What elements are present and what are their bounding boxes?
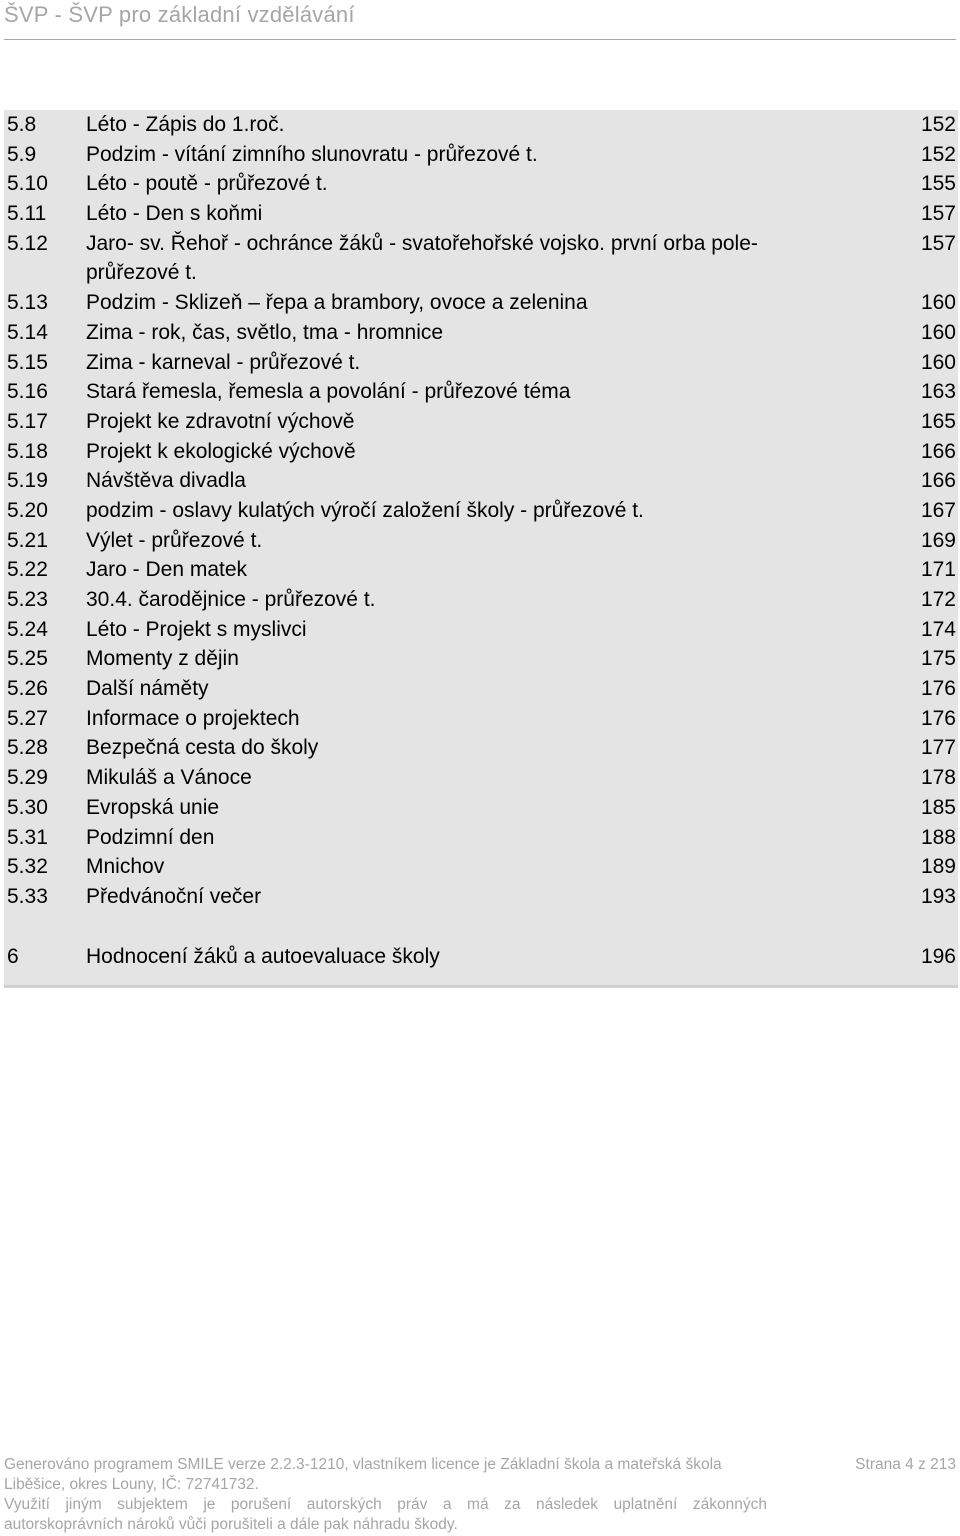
document-header-title: ŠVP - ŠVP pro základní vzdělávání <box>4 2 355 27</box>
toc-entry-page: 155 <box>920 172 956 196</box>
toc-entry-page: 189 <box>920 855 956 879</box>
page-footer <box>4 1455 958 1535</box>
toc-entry[interactable] <box>4 793 958 823</box>
toc-entry[interactable] <box>4 585 958 615</box>
toc-entry-page: 169 <box>920 528 956 552</box>
table-of-contents <box>4 110 958 988</box>
toc-entry-title: Další náměty <box>86 677 209 701</box>
toc-entry[interactable] <box>4 140 958 170</box>
toc-entry[interactable] <box>4 437 958 467</box>
toc-entry-title: Mnichov <box>86 855 165 879</box>
footer-word: uplatnění <box>613 1496 678 1513</box>
toc-entry-page: 152 <box>920 113 956 136</box>
toc-entry-title: 30.4. čarodějnice - průřezové t. <box>86 588 376 612</box>
toc-entry-title: Výlet - průřezové t. <box>86 528 263 552</box>
toc-entry[interactable] <box>4 615 958 645</box>
footer-generator-text: Generováno programem SMILE verze 2.2.3-1210, vlastníkem licence je Základní škola a mateřská škola <box>4 1456 722 1473</box>
toc-entry-number: 5.16 <box>7 380 48 404</box>
footer-line-1 <box>4 1455 958 1475</box>
toc-entry-number: 5.9 <box>7 142 37 166</box>
footer-line-3 <box>4 1495 767 1515</box>
toc-entry-title: Podzimní den <box>86 825 215 849</box>
toc-entry-title: Mikuláš a Vánoce <box>86 766 252 790</box>
toc-entry[interactable] <box>4 348 958 378</box>
toc-entry[interactable] <box>4 823 958 853</box>
toc-entry[interactable] <box>4 110 958 140</box>
toc-entry-title: Návštěva divadla <box>86 469 246 493</box>
toc-entry-page: 167 <box>920 498 956 522</box>
toc-entry-page: 163 <box>920 380 956 404</box>
footer-word: porušení <box>230 1496 292 1513</box>
toc-entry-title: Momenty z dějin <box>86 647 239 671</box>
header-divider <box>4 39 956 40</box>
toc-entry-title: Projekt k ekologické výchově <box>86 439 356 463</box>
footer-line-2: Liběšice, okres Louny, IČ: 72741732. <box>4 1476 259 1493</box>
footer-page-number: Strana 4 z 213 <box>855 1456 956 1473</box>
footer-word: Využití <box>4 1496 50 1513</box>
toc-entry-page: 176 <box>920 677 956 701</box>
toc-entry-number: 5.8 <box>7 113 37 136</box>
toc-entry[interactable] <box>4 288 958 318</box>
toc-entry-number: 5.30 <box>7 795 48 819</box>
toc-entry-title: Stará řemesla, řemesla a povolání - průřezové téma <box>86 380 571 404</box>
toc-section-title: Hodnocení žáků a autoevaluace školy <box>86 944 440 968</box>
toc-entry-title: Podzim - vítání zimního slunovratu - průřezové t. <box>86 142 538 166</box>
toc-entry[interactable] <box>4 555 958 585</box>
toc-entry-page: 177 <box>920 736 956 760</box>
toc-entry-number: 5.26 <box>7 677 48 701</box>
footer-word: má <box>467 1496 489 1513</box>
toc-entry-page: 160 <box>920 291 956 315</box>
toc-entry-title: Jaro- sv. Řehoř - ochránce žáků - svatořehořské vojsko. první orba pole- průřezové t. <box>86 231 758 285</box>
toc-entry-number: 5.17 <box>7 409 48 433</box>
toc-entry[interactable] <box>4 496 958 526</box>
toc-entry[interactable] <box>4 229 958 288</box>
toc-entry-number: 5.11 <box>7 202 47 226</box>
toc-entry[interactable] <box>4 169 958 199</box>
toc-entry-number: 5.21 <box>7 528 48 552</box>
toc-entry-page: 165 <box>920 409 956 433</box>
toc-entry-page: 188 <box>920 825 956 849</box>
toc-entry[interactable] <box>4 852 958 882</box>
toc-entry-page: 176 <box>920 706 956 730</box>
toc-entry-number: 5.27 <box>7 706 48 730</box>
toc-entry-title: Zima - rok, čas, světlo, tma - hromnice <box>86 320 444 344</box>
toc-entry-number: 5.32 <box>7 855 48 879</box>
toc-entry-number: 5.24 <box>7 617 48 641</box>
toc-entry-page: 171 <box>920 558 956 582</box>
footer-word: následek <box>536 1496 599 1513</box>
toc-entry-number: 5.25 <box>7 647 48 671</box>
toc-entry[interactable] <box>4 644 958 674</box>
toc-entry-title: Léto - Projekt s myslivci <box>86 617 307 641</box>
toc-entry[interactable] <box>4 763 958 793</box>
toc-entry[interactable] <box>4 407 958 437</box>
toc-entry-title: Informace o projektech <box>86 706 300 730</box>
toc-entry-page: 175 <box>920 647 956 671</box>
footer-word: za <box>504 1496 521 1513</box>
toc-entry-title: Evropská unie <box>86 795 220 819</box>
toc-entry-number: 5.29 <box>7 766 48 790</box>
toc-entry-title: Zima - karneval - průřezové t. <box>86 350 361 374</box>
toc-entry-title: Předvánoční večer <box>86 884 262 908</box>
toc-entry-title: Léto - Den s koňmi <box>86 202 263 226</box>
toc-entry[interactable] <box>4 199 958 229</box>
footer-word: zákonných <box>692 1496 767 1513</box>
toc-entry-page: 157 <box>920 202 956 226</box>
footer-word: jiným <box>65 1496 102 1513</box>
footer-word: práv <box>397 1496 428 1513</box>
toc-entry-number: 5.19 <box>7 469 48 493</box>
footer-word: subjektem <box>117 1496 188 1513</box>
toc-entry-page: 152 <box>920 142 956 166</box>
toc-entry[interactable] <box>4 674 958 704</box>
toc-entry-title: Bezpečná cesta do školy <box>86 736 319 760</box>
toc-entry[interactable] <box>4 733 958 763</box>
toc-entry-page: 193 <box>920 884 956 908</box>
toc-entry[interactable] <box>4 526 958 556</box>
toc-entry-page: 157 <box>920 231 956 255</box>
toc-entry-page: 160 <box>920 320 956 344</box>
toc-entry-title: podzim - oslavy kulatých výročí založení školy - průřezové t. <box>86 498 644 522</box>
toc-entry-number: 5.28 <box>7 736 48 760</box>
toc-entry-page: 166 <box>920 469 956 493</box>
toc-section-number: 6 <box>7 944 19 968</box>
toc-entry-title: Léto - poutě - průřezové t. <box>86 172 328 196</box>
toc-entry-page: 160 <box>920 350 956 374</box>
toc-entry[interactable] <box>4 466 958 496</box>
toc-entry-title: Léto - Zápis do 1.roč. <box>86 113 285 136</box>
toc-entry[interactable] <box>4 704 958 734</box>
toc-entry-page: 166 <box>920 439 956 463</box>
toc-entry-number: 5.20 <box>7 498 48 522</box>
toc-entry-page: 178 <box>920 766 956 790</box>
toc-entry[interactable] <box>4 882 958 912</box>
toc-entry[interactable] <box>4 377 958 407</box>
toc-entry[interactable] <box>4 318 958 348</box>
toc-section-entry[interactable] <box>4 942 958 972</box>
footer-word: autorských <box>306 1496 382 1513</box>
toc-entry-number: 5.33 <box>7 884 48 908</box>
toc-entry-number: 5.14 <box>7 320 48 344</box>
toc-entry-number: 5.10 <box>7 172 48 196</box>
toc-section-page: 196 <box>920 944 956 968</box>
toc-entry-title: Jaro - Den matek <box>86 558 248 582</box>
footer-word: a <box>442 1496 452 1513</box>
toc-entry-number: 5.12 <box>7 231 48 255</box>
toc-entry-title: Projekt ke zdravotní výchově <box>86 409 355 433</box>
toc-entry-title: Podzim - Sklizeň – řepa a brambory, ovoce a zelenina <box>86 291 588 315</box>
toc-entry-number: 5.23 <box>7 588 48 612</box>
footer-line-4: autorskoprávních nároků vůči porušiteli a dále pak náhradu škody. <box>4 1516 458 1533</box>
toc-entry-number: 5.15 <box>7 350 48 374</box>
toc-entry-number: 5.31 <box>7 825 48 849</box>
toc-entry-page: 174 <box>920 617 956 641</box>
toc-entry-number: 5.18 <box>7 439 48 463</box>
footer-word: je <box>203 1496 216 1513</box>
toc-entry-number: 5.22 <box>7 558 48 582</box>
toc-entry-page: 185 <box>920 795 956 819</box>
toc-entry-page: 172 <box>920 588 956 612</box>
toc-entry-number: 5.13 <box>7 291 48 315</box>
